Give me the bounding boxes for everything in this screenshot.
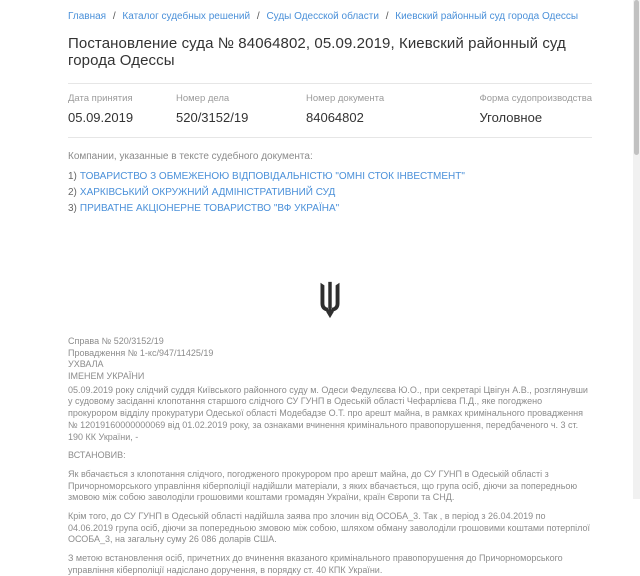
doc-header <box>68 336 592 383</box>
doc-header-line: Провадження № 1-кс/947/11425/19 <box>68 347 214 358</box>
breadcrumb-item <box>395 11 578 22</box>
breadcrumb-item <box>68 11 122 22</box>
meta-label: Номер документа <box>306 93 385 104</box>
doc-paragraph: Як вбачається з клопотання слідчого, погодженого прокурором про арешт майна, до СУ ГУНП в Одеській області з Причорноморського управління кіберполіції надійшли матеріали, з яких вбачається, що група осіб, діючи за попередньою змовою між собою заволоділи грошовими коштами громадян України, країн Європи та СНД. <box>68 468 578 503</box>
company-row <box>68 171 592 183</box>
companies-list <box>68 171 592 215</box>
company-row <box>68 187 592 199</box>
breadcrumb-item <box>266 11 395 22</box>
doc-header-line: УХВАЛА <box>68 359 104 370</box>
breadcrumb-link[interactable]: Главная <box>68 11 107 22</box>
doc-body <box>68 385 592 576</box>
company-link[interactable]: ТОВАРИСТВО З ОБМЕЖЕНОЮ ВІДПОВІДАЛЬНІСТЮ "ОМНІ СТОК ІНВЕСТМЕНТ" <box>79 171 465 182</box>
breadcrumb-separator: / <box>112 11 116 22</box>
meta-field <box>176 93 306 125</box>
meta-label: Дата принятия <box>68 93 133 104</box>
document-meta <box>68 84 592 137</box>
meta-value: 05.09.2019 <box>68 110 134 125</box>
meta-field <box>306 93 479 125</box>
company-link[interactable]: ПРИВАТНЕ АКЦІОНЕРНЕ ТОВАРИСТВО "ВФ УКРАЇНА" <box>79 203 340 214</box>
company-number: 1) <box>68 171 77 182</box>
breadcrumb-link[interactable]: Суды Одесской области <box>266 11 379 22</box>
breadcrumb <box>68 10 592 24</box>
doc-paragraph: З метою встановлення осіб, причетних до вчинення вказаного кримінального правопорушення до Причорноморського управління кіберполіції надіслано доручення, в порядку ст. 40 КПК України. <box>68 553 563 575</box>
doc-paragraph: 05.09.2019 року слідчий суддя Київського районного суду м. Одеси Федулєєва Ю.О., при секретарі Цвігун А.В., розглянувши у судовому засіданні клопотання старшого слідчого СУ ГУНП в Одеській області Чефарлієва П.Д., яке погоджено прокурором відділу прокуратури Одеської області Модебадзе О.Т. про арешт майна, в рамках кримінального провадження № 12019160000000069 від 01.02.2019 року, за ознаками вчинення кримінального правопорушення, передбаченого ч. 3 ст. 190 КК України, - <box>68 384 588 442</box>
meta-label: Форма судопроизводства <box>479 93 592 104</box>
companies-header: Компании, указанные в тексте судебного документа: <box>68 151 313 162</box>
company-number: 2) <box>68 187 77 198</box>
meta-value: 84064802 <box>306 110 364 125</box>
meta-field <box>479 93 592 125</box>
court-document <box>68 281 592 576</box>
breadcrumb-link[interactable]: Киевский районный суд города Одессы <box>395 11 579 22</box>
companies-section <box>68 151 592 215</box>
doc-header-line: ІМЕНЕМ УКРАЇНИ <box>68 371 145 382</box>
scrollbar-thumb[interactable] <box>634 0 639 155</box>
breadcrumb-link[interactable]: Каталог судебных решений <box>122 11 251 22</box>
company-number: 3) <box>68 203 77 214</box>
doc-paragraph: Крім того, до СУ ГУНП в Одеській області надійшла заява про злочин від ОСОБА_3. Так , в період з 26.04.2019 по 04.06.2019 група осіб, діючи за попередньою змовою між собою, шляхом обману заволоділи грошовими коштами потерпілої ОСОБА_3, на загальну суму 26 086 доларів США. <box>68 510 591 545</box>
breadcrumb-separator: / <box>385 11 389 22</box>
page-title: Постановление суда № 84064802, 05.09.2019, Киевский районный суд города Одессы <box>68 35 566 69</box>
company-row <box>68 203 592 215</box>
company-link[interactable]: ХАРКІВСЬКИЙ ОКРУЖНИЙ АДМІНІСТРАТИВНИЙ СУД <box>79 187 336 198</box>
scrollbar[interactable] <box>633 0 640 499</box>
doc-paragraph: ВСТАНОВИВ: <box>68 450 126 461</box>
ukraine-trident-emblem <box>68 281 592 324</box>
doc-header-line: Справа № 520/3152/19 <box>68 336 164 346</box>
breadcrumb-item <box>122 11 266 22</box>
breadcrumb-separator: / <box>256 11 260 22</box>
meta-label: Номер дела <box>176 93 230 104</box>
meta-field <box>68 93 176 125</box>
meta-value: Уголовное <box>479 110 543 125</box>
divider-meta <box>68 137 592 138</box>
meta-value: 520/3152/19 <box>176 110 249 125</box>
